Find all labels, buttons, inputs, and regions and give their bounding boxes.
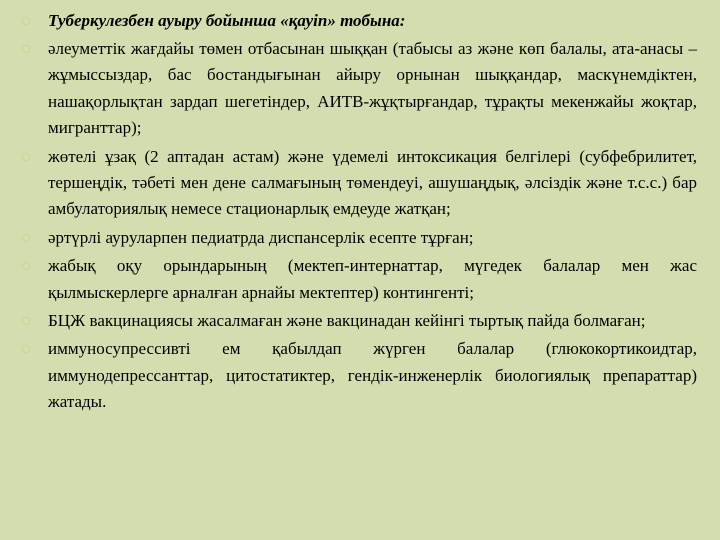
bullet-icon xyxy=(22,262,30,270)
list-item-text: әртүрлі ауруларпен педиатрда диспансерлік есепте тұрған; xyxy=(48,227,474,247)
bullet-icon xyxy=(22,345,30,353)
slide-content xyxy=(22,0,697,418)
bullet-icon xyxy=(22,317,30,325)
bullet-icon xyxy=(22,45,30,53)
list-item xyxy=(22,336,697,415)
list-item-text: БЦЖ вакцинациясы жасалмаған және вакцинадан кейінгі тыртық пайда болмаған; xyxy=(48,311,646,331)
list-item xyxy=(22,36,697,142)
list-item xyxy=(22,144,697,223)
list-item xyxy=(22,308,697,334)
bullet-icon xyxy=(22,17,30,25)
list-item-text: жабық оқу орындарының (мектеп-интернаттар, мүгедек балалар мен жас қылмыскерлерге арналған арнайы мектептер) контингенті; xyxy=(48,256,697,302)
list-item-text: иммуносупрессивті ем қабылдап жүрген балалар (глюкокортикоидтар, иммунодепрессанттар, цитостатиктер, гендік-инженерлік биологиялық препараттар) жатады. xyxy=(48,339,697,412)
heading-text: Туберкулезбен ауыру бойынша «қауіп» тобына: xyxy=(48,11,406,30)
slide-heading xyxy=(22,8,697,34)
list-item-text: жөтелі ұзақ (2 аптадан астам) және үдемелі интоксикация белгілері (субфебрилитет, тершеңдік, тәбеті мен дене салмағының төмендеуі, ашушаңдық, әлсіздік және т.с.с.) бар амбулаториялық немесе стационарлық емдеуде жатқан; xyxy=(48,146,697,219)
list-item-text: әлеуметтік жағдайы төмен отбасынан шыққан (табысы аз және көп балалы, ата-анасы – жұмыссыздар, бас бостандығынан айыру орнынан шыққандар, маскүнемдіктен, нашақорлықтан зардап шегетіндер, АИТВ-жұқтырғандар, тұрақты мекенжайы жоқтар, мигранттар); xyxy=(48,39,697,138)
risk-group-list xyxy=(22,36,697,416)
bullet-icon xyxy=(22,234,30,242)
list-item xyxy=(22,253,697,306)
list-item xyxy=(22,225,697,251)
bullet-icon xyxy=(22,153,30,161)
